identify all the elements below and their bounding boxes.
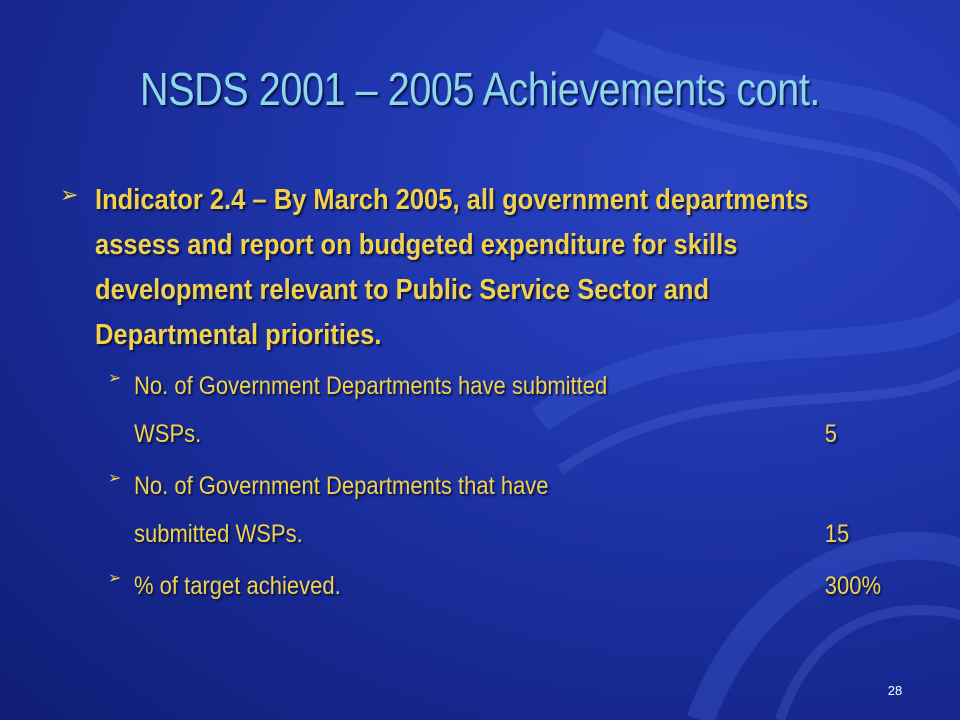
main-bullet-item <box>60 178 900 358</box>
sub-bullet-item <box>60 562 900 610</box>
sub-bullet-line <box>134 510 850 558</box>
sub-bullet-line <box>134 410 838 458</box>
sub-bullet-label: WSPs. <box>134 420 202 448</box>
sub-bullet-item <box>60 362 900 458</box>
page-number: 28 <box>887 683 903 698</box>
sub-bullet-value: 5 <box>824 420 838 448</box>
sub-bullet-line <box>134 562 882 610</box>
sub-bullet-value: 300% <box>824 572 882 600</box>
sub-bullet-line: No. of Government Departments that have <box>134 472 549 500</box>
arrow-bullet-icon: ➢ <box>108 470 122 487</box>
sub-bullet-label: submitted WSPs. <box>134 520 303 548</box>
sub-bullet-item <box>60 462 900 558</box>
sub-bullet-line: No. of Government Departments have submitted <box>134 372 608 400</box>
sub-bullet-value: 15 <box>824 520 850 548</box>
sub-bullet-label: % of target achieved. <box>134 572 341 600</box>
slide-title: NSDS 2001 – 2005 Achievements cont. <box>140 63 820 115</box>
bullet-content <box>60 178 900 610</box>
main-bullet-text: Indicator 2.4 – By March 2005, all government departments assess and report on budgeted expenditure for skills development relevant to Public Service Sector and Departmental priorities. <box>95 184 809 351</box>
arrow-bullet-icon: ➢ <box>108 570 122 587</box>
arrow-bullet-icon: ➢ <box>60 182 79 207</box>
arrow-bullet-icon: ➢ <box>108 370 122 387</box>
